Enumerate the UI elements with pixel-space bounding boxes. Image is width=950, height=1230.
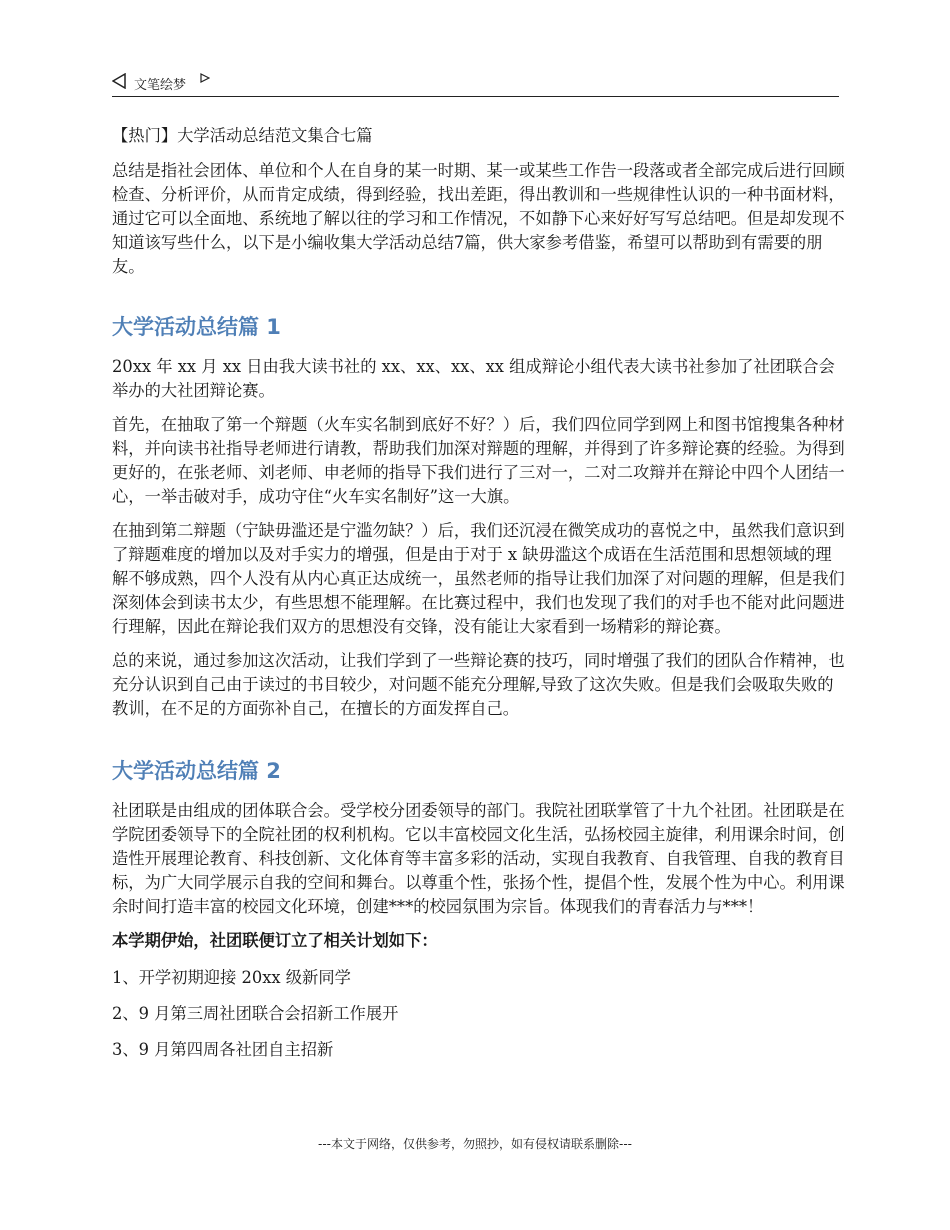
document-body (112, 124, 847, 1074)
document-title: 【热门】大学活动总结范文集合七篇 (112, 126, 373, 145)
page-header (112, 70, 839, 97)
section-1-paragraph-4: 总的来说，通过参加这次活动，让我们学到了一些辩论赛的技巧，同时增强了我们的团队合作精神，也充分认识到自己由于读过的书目较少，对问题不能充分理解,导致了这次失败。但是我们会吸取失败的教训，在不足的方面弥补自己，在擅长的方面发挥自己。 (112, 651, 845, 718)
triangle-right-icon (200, 73, 210, 83)
section-2-heading: 大学活动总结篇 2 (112, 759, 281, 783)
page-footer: ---本文于网络，仅供参考，勿照抄，如有侵权请联系删除--- (318, 1137, 632, 1151)
plan-item-1: 1、开学初期迎接 20xx 级新同学 (112, 968, 351, 987)
plan-item-2: 2、9 月第三周社团联合会招新工作展开 (112, 1004, 399, 1023)
brand-name: 文笔绘梦 (134, 78, 187, 93)
section-1-paragraph-2: 首先，在抽取了第一个辩题（火车实名制到底好不好？）后，我们四位同学到网上和图书馆搜集各种材料，并向读书社指导老师进行请教，帮助我们加深对辩题的理解，并得到了许多辩论赛的经验。为得到更好的，在张老师、刘老师、申老师的指导下我们进行了三对一，二对二攻辩并在辩论中四个人团结一心，一举击破对手，成功守住“火车实名制好”这一大旗。 (112, 415, 845, 506)
section-2-paragraph: 社团联是由组成的团体联合会。受学校分团委领导的部门。我院社团联掌管了十九个社团。社团联是在学院团委领导下的全院社团的权利机构。它以丰富校园文化生活，弘扬校园主旋律，利用课余时间，创造性开展理论教育、科技创新、文化体育等丰富多彩的活动，实现自我教育、自我管理、自我的教育目标，为广大同学展示自我的空间和舞台。以尊重个性，张扬个性，提倡个性，发展个性为中心。利用课余时间打造丰富的校园文化环境，创建***的校园氛围为宗旨。体现我们的青春活力与***！ (112, 801, 845, 916)
intro-paragraph: 总结是指社会团体、单位和个人在自身的某一时期、某一或某些工作告一段落或者全部完成后进行回顾检查、分析评价，从而肯定成绩，得到经验，找出差距，得出教训和一些规律性认识的一种书面材料，通过它可以全面地、系统地了解以往的学习和工作情况，不如静下心来好好写写总结吧。但是却发现不知道该写些什么，以下是小编收集大学活动总结7篇，供大家参考借鉴，希望可以帮助到有需要的朋友。 (112, 161, 845, 276)
section-2-bold-line: 本学期伊始，社团联便订立了相关计划如下： (112, 931, 438, 950)
section-1-paragraph-1: 20xx 年 xx 月 xx 日由我大读书社的 xx、xx、xx、xx 组成辩论小组代表大读书社参加了社团联合会举办的大社团辩论赛。 (112, 357, 835, 400)
section-1-heading: 大学活动总结篇 1 (112, 315, 281, 339)
triangle-left-icon (112, 73, 126, 89)
section-1-paragraph-3: 在抽到第二辩题（宁缺毋滥还是宁滥勿缺？）后，我们还沉浸在微笑成功的喜悦之中，虽然我们意识到了辩题难度的增加以及对手实力的增强，但是由于对于 x 缺毋滥这个成语在生活范围和思想领域的理解不够成熟，四个人没有从内心真正达成统一，虽然老师的指导让我们加深了对问题的理解，但是我们深刻体会到读书太少，有些思想不能理解。在比赛过程中，我们也发现了我们的对手也不能对此问题进行理解，因此在辩论我们双方的思想没有交锋，没有能让大家看到一场精彩的辩论赛。 (112, 521, 845, 636)
plan-item-3: 3、9 月第四周各社团自主招新 (112, 1040, 334, 1059)
